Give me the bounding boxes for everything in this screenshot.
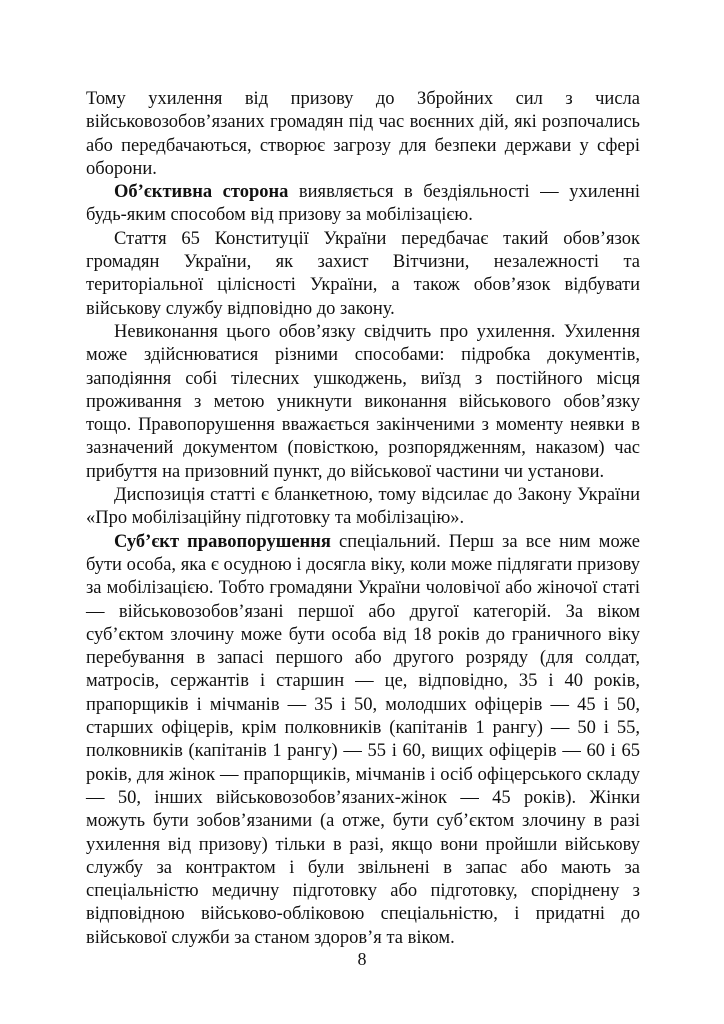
paragraph-4	[86, 321, 640, 484]
paragraph-6	[86, 531, 640, 950]
term-offense-subject: Суб’єкт правопорушення	[114, 531, 331, 552]
paragraph-3	[86, 228, 640, 321]
page-number: 8	[357, 949, 367, 969]
paragraph-2	[86, 181, 640, 228]
paragraph-text: Тому ухилення від призову до Збройних сил з числа військовозобов’язаних громадян під час воєнних дій, які розпочались або передбачаються, створює загрозу для безпеки держави у сфері оборони.	[86, 89, 640, 179]
paragraph-5	[86, 484, 640, 531]
paragraph-text: виявляється в бездіяльності — ухиленні будь-яким способом від призову за мобілізацією.	[86, 182, 640, 226]
paragraph-text: Диспозиція статті є бланкетною, тому відсилає до Закону України «Про мобілізаційну підготовку та мобілізацію».	[86, 485, 640, 529]
paragraph-text: спеціальний. Перш за все ним може бути особа, яка є осудною і досягла віку, коли може підлягати призову за мобілізацією. Тобто громадяни України чоловічої або жіночої статі — військовозобов’язані першої або другої категорій. За віком суб’єктом злочину може бути особа від 18 років до граничного віку перебування в запасі першого або другого розряду (для солдат, матросів, сержантів і старшин — це, відповідно, 35 і 40 років, прапорщиків і мічманів — 35 і 50, молодших офіцерів — 45 і 50, старших офіцерів, крім полковників (капітанів 1 рангу) — 50 і 55, полковників (капітанів 1 рангу) — 55 і 60, вищих офіцерів — 60 і 65 років, для жінок — прапорщиків, мічманів і осіб офіцерського складу — 50, інших військовозобов’язаних-жінок — 45 років). Жінки можуть бути зобов’язаними (а отже, бути суб’єктом злочину в разі ухилення від призову) тільки в разі, якщо вони пройшли військову службу за контрактом і були звільнені в запас або мають за спеціальністю медичну підготовку або підготовку, споріднену з відповідною військово-обліковою спеціальністю, і придатні до військової служби за станом здоров’я та віком.	[86, 531, 640, 948]
paragraph-text: Стаття 65 Конституції України передбачає такий обов’язок громадян України, як захист Вітчизни, незалежності та територіальної цілісності України, а також обов’язок відбувати військову службу відповідно до закону.	[86, 228, 640, 319]
paragraph-1	[86, 88, 640, 181]
term-objective-side: Об’єктивна сторона	[114, 182, 289, 203]
paragraph-text: Невиконання цього обов’язку свідчить про ухилення. Ухилення може здійснюватися різними способами: підробка документів, заподіяння собі тілесних ушкоджень, виїзд з постійного місця проживання з метою уникнути виконання військового обов’язку тощо. Правопорушення вважається закінченими з моменту неявки в зазначений документом (повісткою, розпорядженням, наказом) час прибуття на призовний пункт, до військової частини чи установи.	[86, 321, 640, 482]
body-text	[86, 88, 640, 950]
